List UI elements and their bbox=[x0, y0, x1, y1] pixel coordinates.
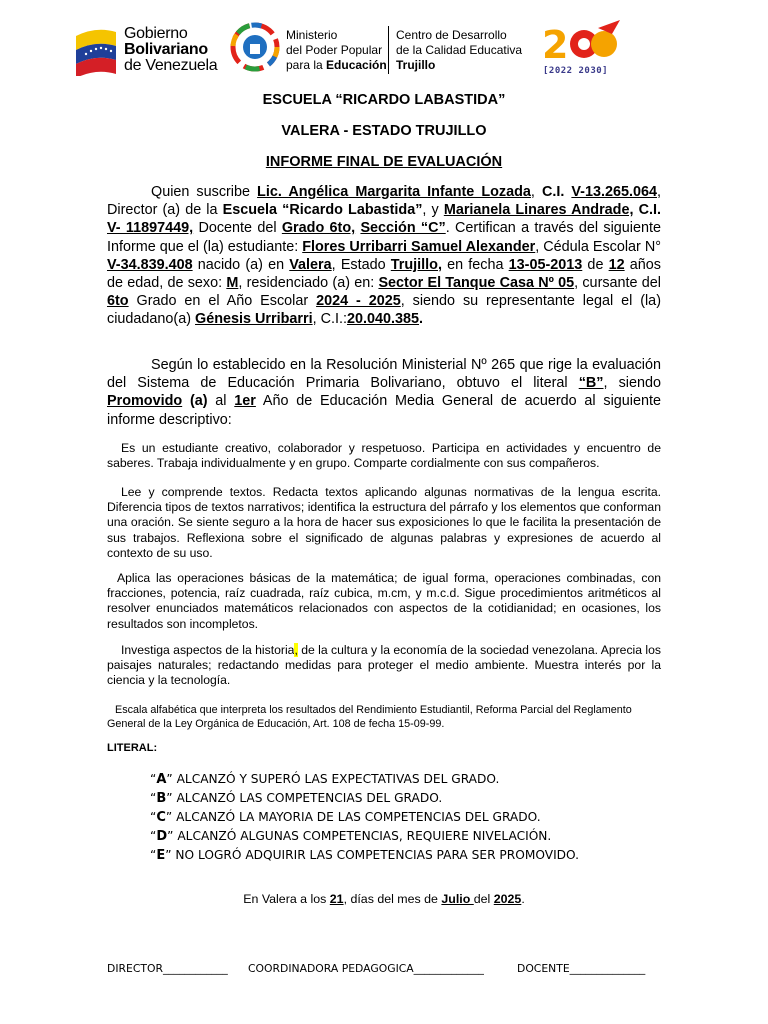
gob-line-2: Bolivariano bbox=[124, 41, 208, 58]
closing-line bbox=[0, 892, 768, 906]
gob-line-1: Gobierno bbox=[124, 25, 188, 42]
director-signature: DIRECTOR____________ bbox=[107, 962, 228, 975]
literal-letter: D bbox=[156, 829, 168, 844]
report-title-text: INFORME FINAL DE EVALUACIÓN bbox=[265, 154, 503, 170]
p1-text: Docente del bbox=[193, 220, 282, 237]
p1-text: nacido (a) en bbox=[192, 256, 290, 273]
literal-letter: A bbox=[156, 772, 167, 787]
school-year: 2024 - 2025 bbox=[316, 293, 401, 310]
bicentenario-logo bbox=[540, 18, 625, 80]
p1-text: , C.I.: bbox=[312, 311, 347, 328]
descriptive-report-1 bbox=[107, 441, 661, 471]
promoted-status: Promovido bbox=[107, 393, 183, 410]
location-title: VALERA - ESTADO TRUJILLO bbox=[281, 123, 487, 139]
birthplace: Valera bbox=[289, 256, 332, 273]
literal-letter: E bbox=[156, 848, 166, 863]
ci-label: C.I. bbox=[541, 184, 565, 200]
min-line-3 bbox=[286, 58, 387, 73]
director-name: Lic. Angélica Margarita Infante Lozada bbox=[257, 184, 531, 200]
desc-text: Investiga aspectos de la historia bbox=[121, 643, 295, 657]
evaluation-paragraph bbox=[107, 356, 661, 429]
logo-divider bbox=[388, 26, 389, 74]
p2-text: al bbox=[207, 393, 235, 410]
literal-item bbox=[150, 846, 579, 865]
literal-text: ” NO LOGRÓ ADQUIRIR LAS COMPETENCIAS PARA SER PROMOVIDO. bbox=[165, 848, 580, 862]
p1-text: de bbox=[582, 256, 609, 273]
literal-heading: LITERAL: bbox=[107, 742, 158, 754]
ministerio-text bbox=[286, 28, 387, 73]
literal-text: ” ALCANZÓ ALGUNAS COMPETENCIAS, REQUIERE NIVELACIÓN. bbox=[167, 829, 552, 843]
min-line-2: del Poder Popular bbox=[286, 43, 383, 57]
state: Trujillo, bbox=[390, 256, 442, 273]
student-ci: V-34.839.408 bbox=[107, 256, 193, 273]
closing-day: 21 bbox=[329, 892, 344, 906]
ministerio-educacion-logo bbox=[230, 22, 530, 80]
p1-text: , Director (a) de la bbox=[107, 184, 661, 219]
descriptive-report-3 bbox=[107, 571, 661, 632]
literal-text: ” ALCANZÓ LA MAYORIA DE LAS COMPETENCIAS DEL GRADO. bbox=[165, 810, 541, 824]
centro-desarrollo-text bbox=[396, 28, 522, 73]
p2-text: Según lo establecido en la Resolución Ministerial Nº 265 que rige la evaluación del Sistema de Educación Primaria Bolivariano, obtuvo el literal bbox=[107, 357, 661, 392]
descriptive-report-2 bbox=[107, 485, 661, 561]
p2-text: (a) bbox=[189, 393, 208, 410]
p1-text: en fecha bbox=[441, 256, 509, 273]
literal-item bbox=[150, 770, 579, 789]
gobierno-bolivariano-logo bbox=[72, 22, 222, 80]
signature-lines bbox=[107, 962, 645, 975]
p1-text: Quien suscribe bbox=[151, 184, 258, 200]
p1-text: , Estado bbox=[331, 256, 391, 273]
p1-text: Grado en el Año Escolar bbox=[128, 293, 317, 310]
promoted-year: 1er bbox=[234, 393, 256, 410]
report-title bbox=[0, 154, 768, 170]
director-ci: V-13.265.064 bbox=[571, 184, 657, 200]
literal-text: ” ALCANZÓ LAS COMPETENCIAS DEL GRADO. bbox=[166, 791, 443, 805]
ministerio-circle-icon bbox=[230, 22, 280, 72]
student-name: Flores Urribarri Samuel Alexander bbox=[302, 238, 536, 255]
p1-text: años de edad, de sexo: bbox=[107, 256, 661, 292]
scale-note-text: Escala alfabética que interpreta los resultados del Rendimiento Estudiantil, Reforma Parcial del Reglamento General de la Ley Orgánica de Educación, Art. 108 de fecha 15-09-99. bbox=[107, 704, 632, 730]
p2-text bbox=[182, 393, 190, 409]
svg-text:2: 2 bbox=[542, 23, 569, 66]
sex: M bbox=[226, 275, 239, 292]
p2-text: , siendo bbox=[603, 375, 661, 392]
gob-line-3: de Venezuela bbox=[124, 57, 218, 74]
cen-line-3: Trujillo bbox=[396, 58, 436, 72]
p1-text: . bbox=[419, 311, 424, 328]
min-line-3a: para la bbox=[286, 58, 327, 72]
age: 12 bbox=[608, 256, 625, 273]
p1-text: , siendo su representante legal el (la) ciudadano(a) bbox=[107, 293, 661, 328]
obtained-literal: “B” bbox=[578, 375, 604, 392]
birthdate: 13-05-2013 bbox=[508, 256, 583, 273]
desc-text: Es un estudiante creativo, colaborador y respetuoso. Participa en actividades y encuentro de saberes. Trabaja individualmente y en grupo. Comparte cordialmente con sus compañeros. bbox=[107, 441, 661, 471]
venezuela-flag-icon bbox=[72, 24, 120, 76]
guardian-name: Génesis Urribarri bbox=[195, 311, 313, 328]
closing-text: del bbox=[473, 892, 494, 906]
school-title: ESCUELA “RICARDO LABASTIDA” bbox=[262, 92, 506, 108]
gobierno-logo-text bbox=[124, 26, 217, 74]
quote-mark: “ bbox=[150, 791, 157, 805]
cen-line-1: Centro de Desarrollo bbox=[396, 28, 507, 42]
desc-text: de la cultura y la economía de la sociedad venezolana. Aprecia los paisajes naturales; redactando medidas para proteger el medio ambiente. Muestra interés por la ciencia y la tecnología. bbox=[107, 643, 661, 688]
closing-month: Julio bbox=[441, 892, 474, 906]
literal-item bbox=[150, 789, 579, 808]
guardian-ci: 20.040.385 bbox=[346, 311, 420, 328]
teacher-signature: DOCENTE______________ bbox=[517, 962, 646, 975]
p1-text: , bbox=[530, 184, 542, 200]
literal-letter: C bbox=[156, 810, 166, 825]
quote-mark: “ bbox=[150, 829, 157, 843]
p1-text: , y bbox=[422, 202, 444, 219]
quote-mark: “ bbox=[150, 848, 157, 862]
literal-text: ” ALCANZÓ Y SUPERÓ LAS EXPECTATIVAS DEL GRADO. bbox=[166, 772, 500, 786]
grading-scale-note bbox=[107, 703, 661, 731]
p1-text: , cursante del bbox=[574, 275, 661, 292]
p1-text: , Cédula Escolar N° bbox=[535, 238, 661, 255]
grade-course: 6to bbox=[107, 293, 129, 310]
grade: Grado 6to, bbox=[281, 220, 356, 237]
address: Sector El Tanque Casa Nº 05 bbox=[378, 275, 575, 292]
closing-year: 2025 bbox=[493, 892, 522, 906]
desc-text: Aplica las operaciones básicas de la matemática; de igual forma, operaciones combinadas, con fracciones, potencia, raíz cuadrada, raíz cubica, m.cm, y m.c.d. Sigue procedimientos aritméticos al resolver enunciados matemáticos relacionados con aspectos de la cotidianidad; en ocasiones, los resultados son incompletos. bbox=[107, 571, 661, 631]
literal-letter: B bbox=[156, 791, 167, 806]
literal-item bbox=[150, 808, 579, 827]
closing-text: , días del mes de bbox=[343, 892, 442, 906]
closing-text: En Valera a los bbox=[243, 892, 330, 906]
desc-text: Lee y comprende textos. Redacta textos aplicando algunas normativas de la lengua escrita. Diferencia tipos de textos narrativos; identifica la estructura del párrafo y los elementos que conforman una oración. Se siente seguro a la hora de hacer sus exposiciones lo que le facilita la presentación de sus trabajos. Reflexiona sobre el significado de algunas palabras y expresiones de acuerdo al contexto de su uso. bbox=[107, 485, 661, 560]
closing-text: . bbox=[521, 892, 525, 906]
teacher-name: Marianela Linares Andrade, bbox=[443, 202, 634, 219]
highlighted-comma: , bbox=[294, 643, 298, 657]
school-name: Escuela “Ricardo Labastida” bbox=[222, 202, 423, 219]
literal-item bbox=[150, 827, 579, 846]
bicentenario-200-icon bbox=[540, 18, 625, 66]
literal-list bbox=[150, 770, 579, 865]
quote-mark: “ bbox=[150, 772, 157, 786]
p1-text: , residenciado (a) en: bbox=[238, 275, 379, 292]
cen-line-2: de la Calidad Educativa bbox=[396, 43, 523, 57]
certification-paragraph bbox=[107, 183, 661, 329]
min-line-1: Ministerio bbox=[286, 28, 338, 42]
p1-text: . Certifican a través del siguiente Informe que el (la) estudiante: bbox=[107, 220, 661, 255]
bicentenario-years: [2022 2030] bbox=[543, 66, 609, 76]
p2-text: Año de Educación Media General de acuerdo al siguiente informe descriptivo: bbox=[107, 393, 661, 428]
section: Sección “C” bbox=[360, 220, 446, 237]
quote-mark: “ bbox=[150, 810, 157, 824]
teacher-ci: V- 11897449, bbox=[107, 220, 194, 237]
min-line-3b: Educación bbox=[326, 58, 387, 72]
descriptive-report-4 bbox=[107, 643, 661, 689]
coordinator-signature: COORDINADORA PEDAGOGICA_____________ bbox=[248, 962, 484, 975]
ci-label: C.I. bbox=[638, 202, 661, 219]
